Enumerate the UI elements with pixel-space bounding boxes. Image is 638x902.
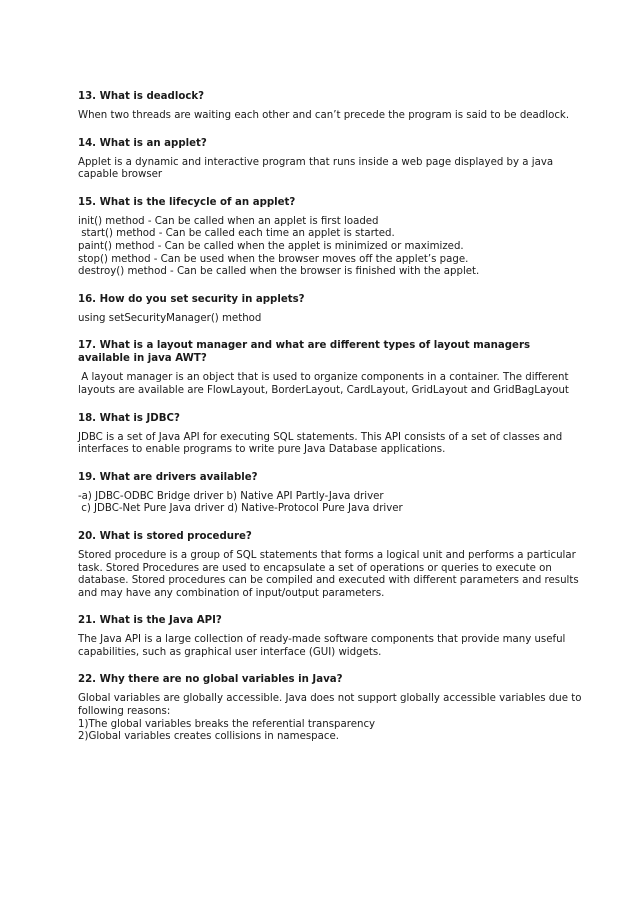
answer-line: using setSecurityManager() method	[78, 312, 262, 324]
qa-item-14	[78, 137, 568, 182]
qa-item-16	[78, 293, 568, 326]
answer-line: task. Stored Procedures are used to encapsulate a set of operations or queries to execute on	[78, 562, 552, 574]
qa-item-21	[78, 614, 568, 659]
answer-line: Applet is a dynamic and interactive program that runs inside a web page displayed by a java	[78, 156, 554, 168]
qa-item-22	[78, 673, 582, 743]
answer-line: init() method - Can be called when an applet is first loaded	[78, 215, 379, 227]
answer-line: and may have any combination of input/output parameters.	[78, 587, 385, 599]
answer-line: paint() method - Can be called when the applet is minimized or maximized.	[78, 240, 464, 252]
qa-item-20	[78, 530, 579, 600]
question-heading: 15. What is the lifecycle of an applet?	[78, 196, 296, 208]
answer-line: layouts are available are FlowLayout, BorderLayout, CardLayout, GridLayout and GridBagLayout	[78, 384, 569, 396]
answer-line: c) JDBC-Net Pure Java driver d) Native-Protocol Pure Java driver	[78, 503, 403, 515]
answer-line: 1)The global variables breaks the referential transparency	[78, 718, 376, 730]
answer-line: destroy() method - Can be called when the browser is finished with the applet.	[78, 266, 480, 278]
answer-line: start() method - Can be called each time an applet is started.	[78, 228, 395, 240]
answer-text	[78, 432, 568, 457]
answer-line: capable browser	[78, 169, 163, 181]
question-heading: 16. How do you set security in applets?	[78, 293, 305, 305]
answer-line: interfaces to enable programs to write pure Java Database applications.	[78, 444, 446, 456]
answer-text	[78, 634, 568, 659]
qa-item-13	[78, 90, 568, 123]
answer-line: capabilities, such as graphical user interface (GUI) widgets.	[78, 646, 382, 658]
answer-line: The Java API is a large collection of ready-made software components that provide many useful	[78, 634, 566, 646]
answer-text	[78, 216, 568, 279]
question-heading: 20. What is stored procedure?	[78, 530, 252, 542]
qa-item-18	[78, 412, 568, 457]
question-heading: 13. What is deadlock?	[78, 91, 205, 102]
answer-line: Stored procedure is a group of SQL statements that forms a logical unit and performs a particular	[78, 549, 576, 561]
answer-line: A layout manager is an object that is used to organize components in a container. The different	[78, 372, 569, 384]
answer-line: When two threads are waiting each other and can’t precede the program is said to be deadlock.	[78, 110, 570, 121]
question-heading: 22. Why there are no global variables in Java?	[78, 674, 343, 686]
question-heading: 19. What are drivers available?	[78, 471, 258, 483]
question-heading: 21. What is the Java API?	[78, 615, 222, 627]
answer-line: -a) JDBC-ODBC Bridge driver b) Native API Partly-Java driver	[78, 490, 384, 502]
answer-line: following reasons:	[78, 706, 171, 718]
answer-text	[78, 491, 568, 516]
answer-line: stop() method - Can be used when the browser moves off the applet’s page.	[78, 253, 469, 265]
answer-line: Global variables are globally accessible. Java does not support globally accessible variables due to	[78, 693, 582, 705]
answer-line: database. Stored procedures can be compiled and executed with different parameters and results	[78, 575, 579, 587]
answer-text	[78, 372, 568, 397]
answer-line: 2)Global variables creates collisions in namespace.	[78, 731, 339, 743]
answer-text	[78, 313, 568, 326]
qa-item-19	[78, 471, 568, 516]
question-heading: 14. What is an applet?	[78, 137, 207, 149]
answer-text	[78, 549, 579, 600]
document-page	[78, 90, 582, 758]
answer-text	[78, 157, 568, 182]
answer-text	[78, 693, 582, 743]
qa-item-15	[78, 196, 568, 279]
answer-line: JDBC is a set of Java API for executing SQL statements. This API consists of a set of classes and	[78, 431, 563, 443]
qa-item-17	[78, 339, 568, 397]
question-heading: 18. What is JDBC?	[78, 412, 180, 424]
answer-text	[78, 110, 568, 123]
question-heading: 17. What is a layout manager and what are different types of layout managers available in java AWT?	[78, 340, 531, 365]
